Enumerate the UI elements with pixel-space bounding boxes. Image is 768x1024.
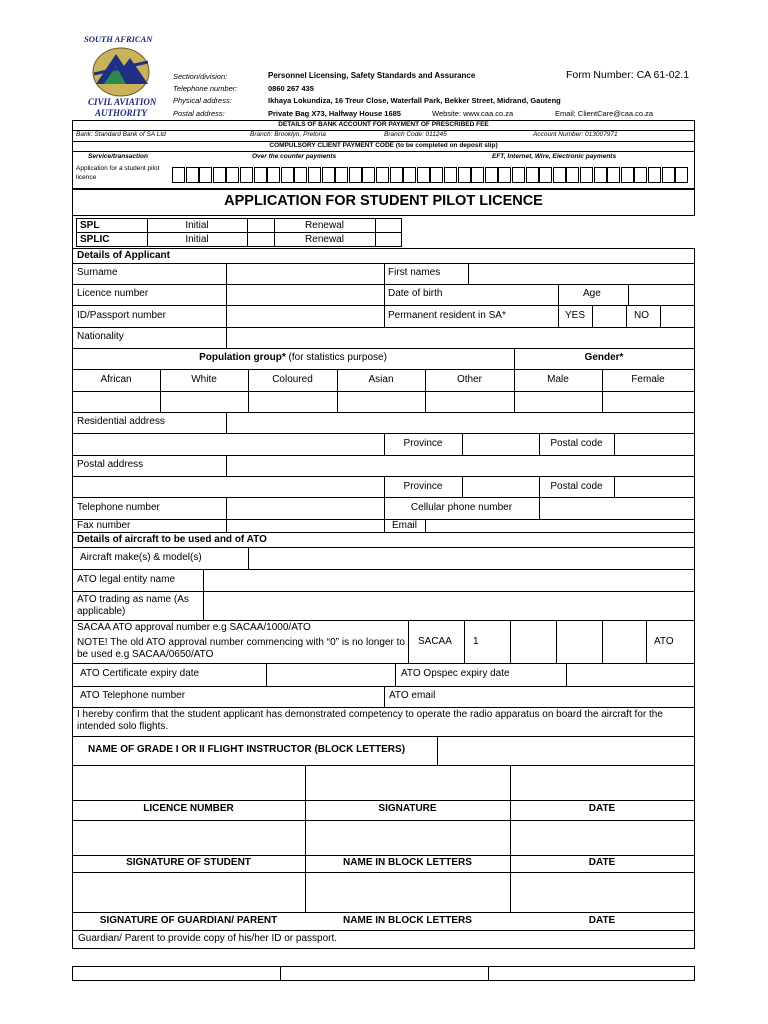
group-african-label: African <box>100 374 132 385</box>
aircraft-make-model-field[interactable] <box>249 548 694 569</box>
fax-number-label: Fax number <box>77 520 131 531</box>
office-use-strip <box>72 966 695 981</box>
student-name-label: NAME IN BLOCK LETTERS <box>343 857 472 868</box>
payment-code-cell[interactable] <box>621 167 634 183</box>
approval-digit-one: 1 <box>473 636 479 647</box>
payment-code-cell[interactable] <box>172 167 185 183</box>
payment-code-cell[interactable] <box>349 167 362 183</box>
payment-code-cell[interactable] <box>335 167 348 183</box>
female-checkbox[interactable] <box>603 392 694 412</box>
splic-initial-checkbox[interactable] <box>248 233 274 246</box>
payment-code-cell[interactable] <box>498 167 511 183</box>
postal-address-field[interactable] <box>227 456 694 476</box>
ato-opspec-expiry-field[interactable] <box>567 664 694 686</box>
ato-trading-name-field[interactable] <box>204 592 694 620</box>
service-transaction: Service/transaction <box>88 153 148 160</box>
surname-label: Surname <box>77 267 118 278</box>
spl-renewal-checkbox[interactable] <box>376 219 402 232</box>
approval-number-note: NOTE! The old ATO approval number commencing with “0” is no longer to be used e.g SACAA/0650/ATO <box>77 637 405 660</box>
payment-code-cell[interactable] <box>376 167 389 183</box>
telephone-number-label: Telephone number <box>77 502 160 513</box>
logo-text-line2: AUTHORITY <box>95 108 148 118</box>
page-title: APPLICATION FOR STUDENT PILOT LICENCE <box>224 193 543 209</box>
postal-province-label: Province <box>403 481 443 492</box>
bank-branch: Branch: Brooklyn, Pretoria <box>250 131 326 138</box>
gender-female-label: Female <box>631 374 665 385</box>
no-label: NO <box>634 310 649 321</box>
instructor-date-label: DATE <box>588 803 616 814</box>
asian-checkbox[interactable] <box>338 392 425 412</box>
payment-code-cell[interactable] <box>471 167 484 183</box>
postal-postal-code-field[interactable] <box>615 477 694 497</box>
splic-initial-label: Initial <box>185 234 209 245</box>
group-coloured-label: Coloured <box>272 374 313 385</box>
logo-text-top: SOUTH AFRICAN <box>84 34 153 44</box>
population-group-title: Population group* <box>199 352 286 363</box>
resident-yes-checkbox[interactable] <box>593 306 626 327</box>
ato-email-field[interactable] <box>470 687 694 707</box>
licence-number-label: Licence number <box>77 288 149 299</box>
guardian-date-label: DATE <box>588 915 616 926</box>
residential-postal-code-label: Postal code <box>550 438 603 449</box>
guardian-id-note: Guardian/ Parent to provide copy of his/her ID or passport. <box>78 933 338 944</box>
email-field[interactable] <box>426 520 694 532</box>
payment-code-cell[interactable] <box>199 167 212 183</box>
spl-initial-checkbox[interactable] <box>248 219 274 232</box>
population-group-label <box>72 353 514 363</box>
guardian-name-field[interactable] <box>306 873 510 912</box>
physical-address-value: Ikhaya Lokundiza, 16 Treur Close, Waterfall Park, Bekker Street, Midrand, Gauteng <box>268 96 561 105</box>
first-names-label: First names <box>388 267 441 278</box>
guardian-signature-label: SIGNATURE OF GUARDIAN/ PARENT <box>99 915 278 926</box>
sacaa-prefix: SACAA <box>418 636 452 647</box>
payment-code-cell[interactable] <box>566 167 579 183</box>
payment-code-cell[interactable] <box>594 167 607 183</box>
payment-code-cell[interactable] <box>390 167 403 183</box>
guardian-name-label: NAME IN BLOCK LETTERS <box>343 915 472 926</box>
payment-code-cell[interactable] <box>512 167 525 183</box>
ato-telephone-label: ATO Telephone number <box>80 690 186 701</box>
instructor-name-field[interactable] <box>438 737 694 765</box>
male-checkbox[interactable] <box>515 392 602 412</box>
section-label: Section/division: <box>173 72 228 81</box>
website: Website: www.caa.co.za <box>432 109 514 118</box>
payment-code-cell[interactable] <box>662 167 675 183</box>
splic-renewal-checkbox[interactable] <box>376 233 402 246</box>
payment-code-cell[interactable] <box>240 167 253 183</box>
payment-code-cell[interactable] <box>580 167 593 183</box>
payment-code-cell[interactable] <box>403 167 416 183</box>
payment-code-cell[interactable] <box>186 167 199 183</box>
payment-code-cell[interactable] <box>322 167 335 183</box>
other-checkbox[interactable] <box>426 392 514 412</box>
postal-address-label: Postal address: <box>173 109 225 118</box>
radio-competency-confirmation: I hereby confirm that the student applicant has demonstrated competency to operate the radio apparatus on board the aircraft for the intended solo flights. <box>77 709 663 732</box>
instructor-name-label: NAME OF GRADE I OR II FLIGHT INSTRUCTOR (BLOCK LETTERS) <box>88 744 406 755</box>
group-other-label: Other <box>456 374 482 385</box>
eft-payments: EFT, Internet, Wire, Electronic payments <box>492 153 617 160</box>
payment-code-cell[interactable] <box>458 167 471 183</box>
ato-opspec-expiry-label: ATO Opspec expiry date <box>401 668 510 679</box>
ato-legal-name-field[interactable] <box>204 570 694 591</box>
payment-code-cell[interactable] <box>444 167 457 183</box>
gender-label: Gender* <box>584 352 624 363</box>
payment-code-cell[interactable] <box>526 167 539 183</box>
bank-heading: DETAILS OF BANK ACCOUNT FOR PAYMENT OF PRESCRIBED FEE <box>278 121 489 128</box>
cellular-label: Cellular phone number <box>410 502 513 513</box>
payment-code-cell[interactable] <box>553 167 566 183</box>
instructor-licence-number-label: LICENCE NUMBER <box>143 803 234 814</box>
spl-renewal-label: Renewal <box>305 220 344 231</box>
payment-code-cell[interactable] <box>430 167 443 183</box>
ato-legal-name-label: ATO legal entity name <box>77 574 176 585</box>
age-field[interactable] <box>629 285 694 305</box>
residential-address-field[interactable] <box>227 413 694 433</box>
instructor-signature-label: SIGNATURE <box>378 803 437 814</box>
student-signature-label: SIGNATURE OF STUDENT <box>126 857 251 868</box>
splic-label: SPLIC <box>80 234 110 245</box>
licence-number-field[interactable] <box>227 285 384 305</box>
payment-code-cell[interactable] <box>254 167 267 183</box>
ato-certificate-expiry-field[interactable] <box>267 664 395 686</box>
nationality-label: Nationality <box>77 331 124 342</box>
logo-emblem-icon <box>86 44 156 98</box>
telephone-value: 0860 267 435 <box>268 84 314 93</box>
ato-certificate-expiry-label: ATO Certificate expiry date <box>80 668 200 679</box>
id-passport-field[interactable] <box>227 306 384 327</box>
dob-field[interactable] <box>469 285 558 305</box>
coloured-checkbox[interactable] <box>249 392 337 412</box>
guardian-signature-field[interactable] <box>73 873 305 912</box>
age-label: Age <box>583 288 601 299</box>
payment-code-cell[interactable] <box>485 167 498 183</box>
logo-text-line1: CIVIL AVIATION <box>88 97 157 107</box>
postal-postal-code-label: Postal code <box>550 481 603 492</box>
instructor-signature-field[interactable] <box>306 766 510 800</box>
residential-postal-code-field[interactable] <box>615 434 694 455</box>
section-value: Personnel Licensing, Safety Standards and Assurance <box>268 71 476 80</box>
instructor-date-field[interactable] <box>511 766 694 800</box>
ato-telephone-field[interactable] <box>227 687 384 707</box>
email-label: Email <box>391 520 417 531</box>
payment-code-cell[interactable] <box>417 167 430 183</box>
student-date-field[interactable] <box>511 821 694 855</box>
approval-number-label: SACAA ATO approval number e.g SACAA/1000/ATO <box>77 622 311 633</box>
payment-code-cell[interactable] <box>226 167 239 183</box>
payment-code-cell[interactable] <box>308 167 321 183</box>
payment-code-cell[interactable] <box>607 167 620 183</box>
resident-no-checkbox[interactable] <box>661 306 694 327</box>
yes-label: YES <box>565 310 586 321</box>
physical-address-label: Physical address: <box>173 96 232 105</box>
spl-label: SPL <box>80 220 100 231</box>
bank-branch-code: Branch Code: 011245 <box>384 131 447 138</box>
aircraft-ato-heading: Details of aircraft to be used and of ATO <box>77 534 267 545</box>
postal-province-field[interactable] <box>463 477 539 497</box>
ato-email-label: ATO email <box>389 690 436 701</box>
ato-suffix: ATO <box>654 636 674 647</box>
nationality-field[interactable] <box>227 328 694 348</box>
payment-code-heading: COMPULSORY CLIENT PAYMENT CODE (to be completed on deposit slip) <box>269 142 498 149</box>
payment-code-cell[interactable] <box>539 167 552 183</box>
residential-address-line2[interactable] <box>73 434 384 455</box>
form-number: Form Number: CA 61-02.1 <box>566 69 690 81</box>
postal-address-label: Postal address <box>77 459 144 470</box>
splic-renewal-label: Renewal <box>305 234 344 245</box>
guardian-date-field[interactable] <box>511 873 694 912</box>
white-checkbox[interactable] <box>161 392 248 412</box>
group-white-label: White <box>191 374 217 385</box>
bank-name: Bank: Standard Bank of SA Ltd <box>76 131 166 138</box>
gender-male-label: Male <box>547 374 569 385</box>
telephone-number-field[interactable] <box>227 498 384 519</box>
payment-code-cell[interactable] <box>675 167 688 183</box>
residential-province-label: Province <box>403 438 443 449</box>
application-type: Application for a student pilot licence <box>76 165 160 181</box>
email: Email: ClientCare@caa.co.za <box>555 109 654 118</box>
spl-initial-label: Initial <box>185 220 209 231</box>
payment-code-cell[interactable] <box>648 167 661 183</box>
postal-address-line2[interactable] <box>73 477 384 497</box>
bank-account: Account Number: 013007971 <box>533 131 618 138</box>
residential-province-field[interactable] <box>463 434 539 455</box>
telephone-label: Telephone number: <box>173 84 238 93</box>
fax-number-field[interactable] <box>227 520 384 532</box>
permanent-resident-label: Permanent resident in SA* <box>388 310 506 321</box>
african-checkbox[interactable] <box>73 392 160 412</box>
first-names-field[interactable] <box>469 264 694 284</box>
payment-code-cell[interactable] <box>213 167 226 183</box>
group-asian-label: Asian <box>368 374 394 385</box>
aircraft-make-model-label: Aircraft make(s) & model(s) <box>80 552 202 563</box>
payment-code-cell[interactable] <box>294 167 307 183</box>
population-group-note: (for statistics purpose) <box>285 352 387 363</box>
details-of-applicant-heading: Details of Applicant <box>77 250 170 261</box>
postal-address-value: Private Bag X73, Halfway House 1685 <box>268 109 401 118</box>
student-date-label: DATE <box>588 857 616 868</box>
payment-code-cell[interactable] <box>362 167 375 183</box>
counter-payments: Over the counter payments <box>252 153 337 160</box>
approval-number-digits[interactable] <box>511 621 646 663</box>
student-name-field[interactable] <box>306 821 510 855</box>
id-passport-label: ID/Passport number <box>77 310 166 321</box>
cellular-field[interactable] <box>540 498 694 519</box>
surname-field[interactable] <box>227 264 384 284</box>
ato-trading-name-label: ATO trading as name (As applicable) <box>77 594 189 617</box>
payment-code-cell[interactable] <box>267 167 280 183</box>
residential-address-label: Residential address <box>77 416 165 427</box>
instructor-licence-number-field[interactable] <box>73 766 305 800</box>
payment-code-cell[interactable] <box>634 167 647 183</box>
student-signature-field[interactable] <box>73 821 305 855</box>
dob-label: Date of birth <box>388 288 443 299</box>
payment-code-cell[interactable] <box>281 167 294 183</box>
